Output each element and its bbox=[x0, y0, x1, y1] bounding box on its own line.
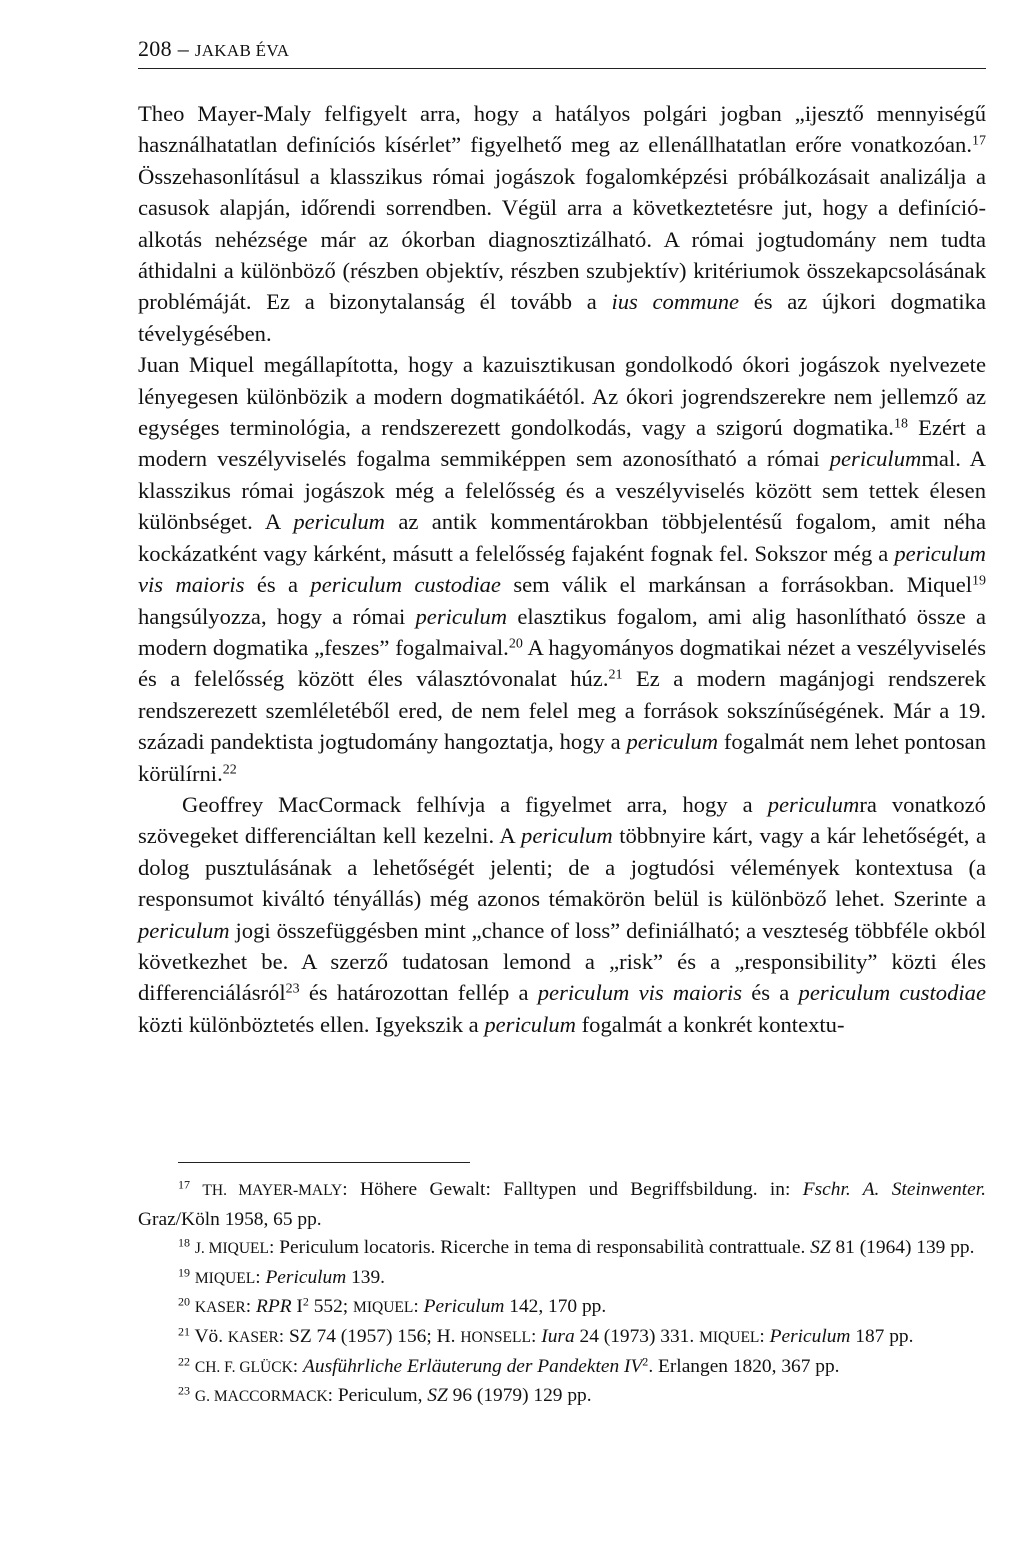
body-paragraph bbox=[138, 349, 986, 789]
text-run: : bbox=[759, 1325, 770, 1347]
italic-text: periculum vis maioris bbox=[138, 540, 986, 598]
text-run: jogi összefüggésben mint „chance of loss” definiálható; a veszteség többféle okból következhet be. A szerző tudatosan lemond a „risk” és a „responsibility” közti éles differenciálásról bbox=[138, 917, 986, 1006]
text-run: Ezért a modern veszélyviselés fogalma semmiképpen sem azonosítható a római bbox=[138, 415, 986, 472]
text-run: ra vonatkozó szövegeket differenciáltan kell kezelni. A bbox=[138, 791, 986, 849]
text-run: . Erlangen 1820, 367 pp. bbox=[648, 1355, 840, 1377]
body-text bbox=[138, 98, 986, 1040]
text-run: : Periculum locatoris. Ricerche in tema di responsabilità contrattuale. bbox=[269, 1237, 811, 1259]
footnote-reference: 17 bbox=[972, 133, 986, 149]
small-caps-name: HONSELL bbox=[460, 1328, 531, 1346]
italic-text: Ausführliche Erläuterung der Pandekten IV bbox=[303, 1355, 643, 1377]
small-caps-name: CH. F. GLÜCK bbox=[194, 1358, 293, 1376]
footnote bbox=[138, 1382, 986, 1412]
footnote bbox=[138, 1293, 986, 1323]
text-run: és határozottan fellép a bbox=[299, 980, 538, 1006]
body-paragraph bbox=[138, 98, 986, 349]
text-run: és a bbox=[244, 572, 311, 598]
text-run: 139. bbox=[346, 1266, 386, 1288]
footnote-number: 21 bbox=[178, 1324, 191, 1339]
italic-text: periculum bbox=[626, 729, 719, 755]
footnote-number: 20 bbox=[178, 1294, 191, 1309]
footnote-number: 17 bbox=[178, 1177, 191, 1192]
italic-text: RPR bbox=[256, 1296, 292, 1318]
text-run: és a bbox=[741, 980, 799, 1006]
small-caps-name: TH. MAYER-MALY bbox=[202, 1182, 343, 1199]
text-run: az antik kommentárokban többjelentésű fogalom, amit néha kockázatként vagy kárként, másutt a felelősség fajaként fognak fel. Sokszor még a bbox=[138, 509, 986, 566]
footnote-number: 22 bbox=[178, 1353, 191, 1368]
footnote-reference: 21 bbox=[608, 667, 623, 683]
small-caps-name: KASER bbox=[227, 1328, 279, 1346]
text-run: sem válik el markánsan a forrásokban. Miquel bbox=[500, 572, 973, 598]
footnote-separator-rule bbox=[178, 1162, 470, 1163]
italic-text: periculum bbox=[521, 823, 613, 849]
italic-text: ius commune bbox=[611, 289, 740, 315]
italic-text: periculum bbox=[484, 1011, 576, 1037]
text-run: : SZ 74 (1957) 156; H. bbox=[278, 1325, 461, 1347]
text-run: 142, 170 pp. bbox=[504, 1296, 607, 1318]
footnote bbox=[138, 1323, 986, 1353]
italic-text: periculum custodiae bbox=[798, 980, 986, 1006]
italic-text: periculum bbox=[829, 446, 922, 472]
text-run: A hagyományos dogmatikai nézet a veszélyviselés és a felelősség között éles választóvonalat húz. bbox=[138, 634, 986, 692]
text-run: : bbox=[255, 1266, 266, 1288]
italic-text: periculum bbox=[415, 603, 508, 629]
text-run: és az újkori dogmatika tévelygésében. bbox=[138, 289, 986, 346]
text-run: Geoffrey MacCormack felhívja a figyelmet arra, hogy a bbox=[182, 791, 768, 817]
text-run: többnyire kárt, vagy a kár lehetőségét, a dolog pusztulásának a lehetőségét jelenti; de a jogtudósi vélemények kontextusa (a responsumot kiváltó tényállás) még azonos témakörön belül is különböző lehet. Szerinte a bbox=[138, 823, 986, 912]
footnote-number: 18 bbox=[178, 1235, 191, 1250]
text-run: : bbox=[531, 1325, 542, 1347]
text-run: : Höhere Gewalt: Falltypen und Begriffsbildung. in: bbox=[342, 1179, 803, 1200]
text-run: Juan Miquel megállapította, hogy a kazuisztikusan gondolkodó ókori jogászok nyelvezete lényegesen különbözik a modern dogmatikáétól. Az ókori jogrendszerekre nem jellemző az egységes terminológia, a rendszerezett gondolkodás, vagy a szigorú dogmatika. bbox=[138, 352, 986, 441]
footnote-reference: 2 bbox=[302, 1294, 309, 1309]
text-run: mal. A klasszikus római jogászok még a felelősség és a veszélyviselés között sem tettek élesen különbséget. A bbox=[138, 446, 987, 535]
text-run: Ez a modern magánjogi rendszerek rendszerezett szemléletéből ered, de nem felel meg a források sokszínűségének. Már a 19. századi pandektista jogtudomány hangoztatja, hogy a bbox=[138, 666, 986, 755]
text-run: fogalmát a konkrét kontextu- bbox=[575, 1011, 845, 1037]
footnotes bbox=[138, 1176, 986, 1412]
italic-text: periculum bbox=[293, 509, 385, 535]
text-run: fogalmát nem lehet pontosan körülírni. bbox=[138, 729, 986, 786]
footnote-reference: 2 bbox=[642, 1353, 649, 1368]
text-run: Összehasonlításul a klasszikus római jogászok fogalomképzési próbálkozásait analizálja a casusok alapján, időrendi sorrendben. Végül arra a következtetésre jut, hogy a definíció-alkotás nehézsége már az ókorban diagnosztizálható. A római jogtudomány nem tudta áthidalni a különböző (részben objektív, részben szubjektív) kritériumok összekapcsolásának problémáját. Ez a bizonytalanság él tovább a bbox=[138, 163, 986, 315]
footnote-number: 23 bbox=[178, 1383, 191, 1398]
small-caps-name: MIQUEL bbox=[699, 1328, 760, 1346]
text-run: Graz/Köln 1958, 65 pp. bbox=[138, 1208, 322, 1230]
small-caps-name: G. MACCORMACK bbox=[194, 1388, 328, 1406]
footnote bbox=[138, 1264, 986, 1294]
text-run: elasztikus fogalom, ami alig hasonlítható össze a modern dogmatika „feszes” fogalmaival. bbox=[138, 603, 987, 660]
text-run: 81 (1964) 139 pp. bbox=[830, 1237, 975, 1259]
italic-text: SZ bbox=[427, 1385, 448, 1407]
text-run: 24 (1973) 331. bbox=[574, 1325, 700, 1347]
text-run: : bbox=[245, 1296, 256, 1318]
footnote bbox=[138, 1353, 986, 1383]
italic-text: Iura bbox=[541, 1325, 575, 1347]
footnote bbox=[138, 1176, 986, 1234]
small-caps-name: MIQUEL bbox=[353, 1299, 414, 1317]
footnote-reference: 22 bbox=[222, 761, 237, 777]
italic-text: Periculum bbox=[423, 1296, 505, 1318]
text-run: Theo Mayer-Maly felfigyelt arra, hogy a hatályos polgári jogban „ijesztő mennyiségű használhatatlan definíciós kísérlet” figyelhető meg az ellenállhatatlan erőre vonatkozóan. bbox=[138, 101, 986, 158]
italic-text: periculum custodiae bbox=[310, 572, 501, 598]
text-run: hangsúlyozza, hogy a római bbox=[138, 603, 416, 629]
italic-text: periculum vis maioris bbox=[537, 980, 742, 1006]
page-number: 208 bbox=[138, 36, 172, 61]
text-run: közti különböztetés ellen. Igyekszik a bbox=[138, 1011, 485, 1037]
italic-text: Periculum bbox=[265, 1266, 347, 1288]
small-caps-name: J. MIQUEL bbox=[194, 1240, 269, 1258]
text-run: I bbox=[291, 1296, 303, 1318]
text-run: : bbox=[292, 1355, 304, 1377]
footnote-reference: 19 bbox=[972, 573, 987, 589]
italic-text: Fschr. A. Steinwenter. bbox=[802, 1179, 987, 1200]
text-run: Vö. bbox=[194, 1325, 228, 1347]
footnote-reference: 23 bbox=[285, 981, 300, 997]
footnote bbox=[138, 1234, 986, 1264]
italic-text: periculum bbox=[138, 917, 230, 943]
text-run: : Periculum, bbox=[327, 1385, 428, 1407]
footnote-reference: 20 bbox=[508, 636, 523, 652]
footnote-number: 19 bbox=[178, 1265, 191, 1280]
italic-text: Periculum bbox=[769, 1325, 851, 1347]
small-caps-name: MIQUEL bbox=[194, 1269, 256, 1287]
running-header bbox=[138, 32, 986, 69]
body-paragraph bbox=[138, 789, 986, 1040]
text-run: : bbox=[413, 1296, 424, 1318]
small-caps-name: KASER bbox=[194, 1299, 246, 1317]
text-run: 552; bbox=[308, 1296, 354, 1318]
text-run: 187 pp. bbox=[850, 1325, 914, 1347]
footnote-reference: 18 bbox=[893, 416, 908, 432]
running-head-author: JAKAB ÉVA bbox=[194, 41, 290, 60]
italic-text: periculum bbox=[767, 791, 860, 817]
header-separator: – bbox=[171, 36, 195, 61]
italic-text: SZ bbox=[810, 1237, 831, 1259]
text-run: 96 (1979) 129 pp. bbox=[447, 1385, 592, 1407]
